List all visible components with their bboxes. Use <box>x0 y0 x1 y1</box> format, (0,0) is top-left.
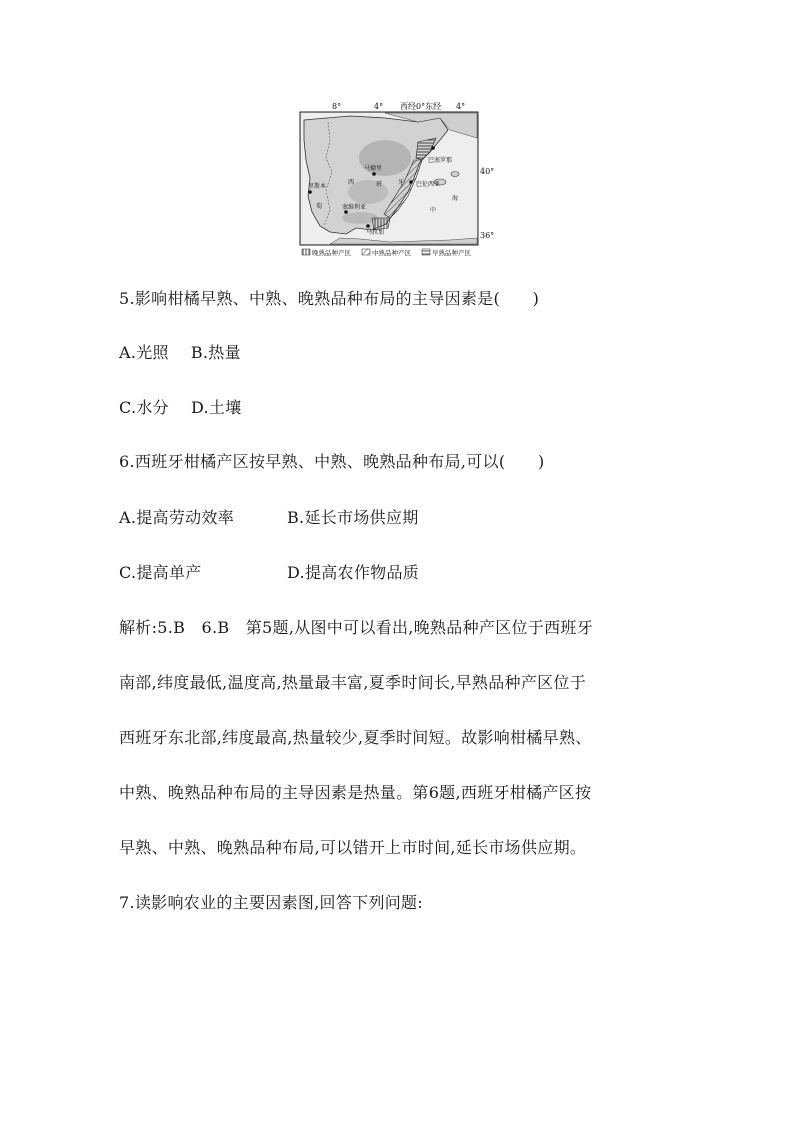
q6-option-d: D.提高农作物品质 <box>287 563 420 582</box>
label-ya: 牙 <box>398 179 405 186</box>
city-dot-madrid <box>372 172 376 176</box>
analysis-line-4: 中熟、晚熟品种布局的主导因素是热量。第6题,西班牙柑橘产区按 <box>119 783 592 802</box>
analysis-line-5: 早熟、中熟、晚熟品种布局,可以错开上市时间,延长市场供应期。 <box>119 838 587 857</box>
analysis-line-3: 西班牙东北部,纬度最高,热量较少,夏季时间短。故影响柑橘早熟、 <box>119 728 592 747</box>
q5-option-c: C.水分 <box>119 398 169 417</box>
city-dot-malaga <box>366 224 370 228</box>
legend-mid-swatch <box>362 249 370 255</box>
legend-late-label: 晚熟品种产区 <box>312 249 351 257</box>
lat-36-label: 36° <box>480 231 495 240</box>
lon-8-label: 8° <box>332 102 342 111</box>
city-dot-barcelona <box>431 146 435 150</box>
q5-option-b: B.热量 <box>190 343 241 362</box>
legend-mid-label: 中熟品种产区 <box>372 249 411 257</box>
label-tao: 萄 <box>316 203 323 210</box>
q6-option-b: B.延长市场供应期 <box>287 508 419 527</box>
q6-option-c: C.提高单产 <box>119 563 202 582</box>
legend-late-swatch <box>302 249 310 255</box>
city-dot-valencia <box>409 180 413 184</box>
label-zhong: 中 <box>430 207 437 214</box>
spain-citrus-map <box>290 100 495 260</box>
island-2 <box>451 172 459 177</box>
label-malaga: 马拉加 <box>366 229 385 236</box>
legend-early-swatch <box>422 249 430 255</box>
q7-stem: 7.读影响农业的主要因素图,回答下列问题: <box>119 893 424 912</box>
q5-options-row1 <box>119 342 241 364</box>
label-sevilla: 塞维利亚 <box>342 204 367 211</box>
q5-option-d: D.土壤 <box>190 398 242 417</box>
q6-options-row2 <box>119 562 419 584</box>
label-xi: 西 <box>348 179 355 186</box>
label-ban: 班 <box>376 181 383 188</box>
label-lisbon: 里斯本 <box>308 183 327 190</box>
map-figure <box>290 100 495 260</box>
label-valencia: 巴伦西亚 <box>416 181 441 188</box>
lon-4w-label: 4° <box>374 102 384 111</box>
map-legend <box>302 248 472 257</box>
label-barcelona: 巴塞罗那 <box>428 157 453 164</box>
q6-option-a: A.提高劳动效率 <box>119 508 235 527</box>
q5-option-a: A.光照 <box>119 343 169 362</box>
city-dot-lisbon <box>308 190 312 194</box>
legend-early-label: 早熟品种产区 <box>432 249 471 257</box>
label-hai: 海 <box>452 195 459 202</box>
label-madrid: 马德里 <box>364 165 383 172</box>
lon-0-label: 西经0°东经 <box>400 102 442 111</box>
q6-options-row1 <box>119 507 419 529</box>
q5-options-row2 <box>119 397 242 419</box>
q5-stem: 5.影响柑橘早熟、中熟、晚熟品种布局的主导因素是( ) <box>119 289 540 308</box>
analysis-line-2: 南部,纬度最低,温度高,热量最丰富,夏季时间长,早熟品种产区位于 <box>119 673 587 692</box>
lon-4e-label: 4° <box>456 102 466 111</box>
lat-40-label: 40° <box>480 167 495 176</box>
analysis-line-1: 解析:5.B 6.B 第5题,从图中可以看出,晚熟品种产区位于西班牙 <box>119 618 593 637</box>
q6-stem: 6.西班牙柑橘产区按早熟、中熟、晚熟品种布局,可以( ) <box>119 452 545 471</box>
